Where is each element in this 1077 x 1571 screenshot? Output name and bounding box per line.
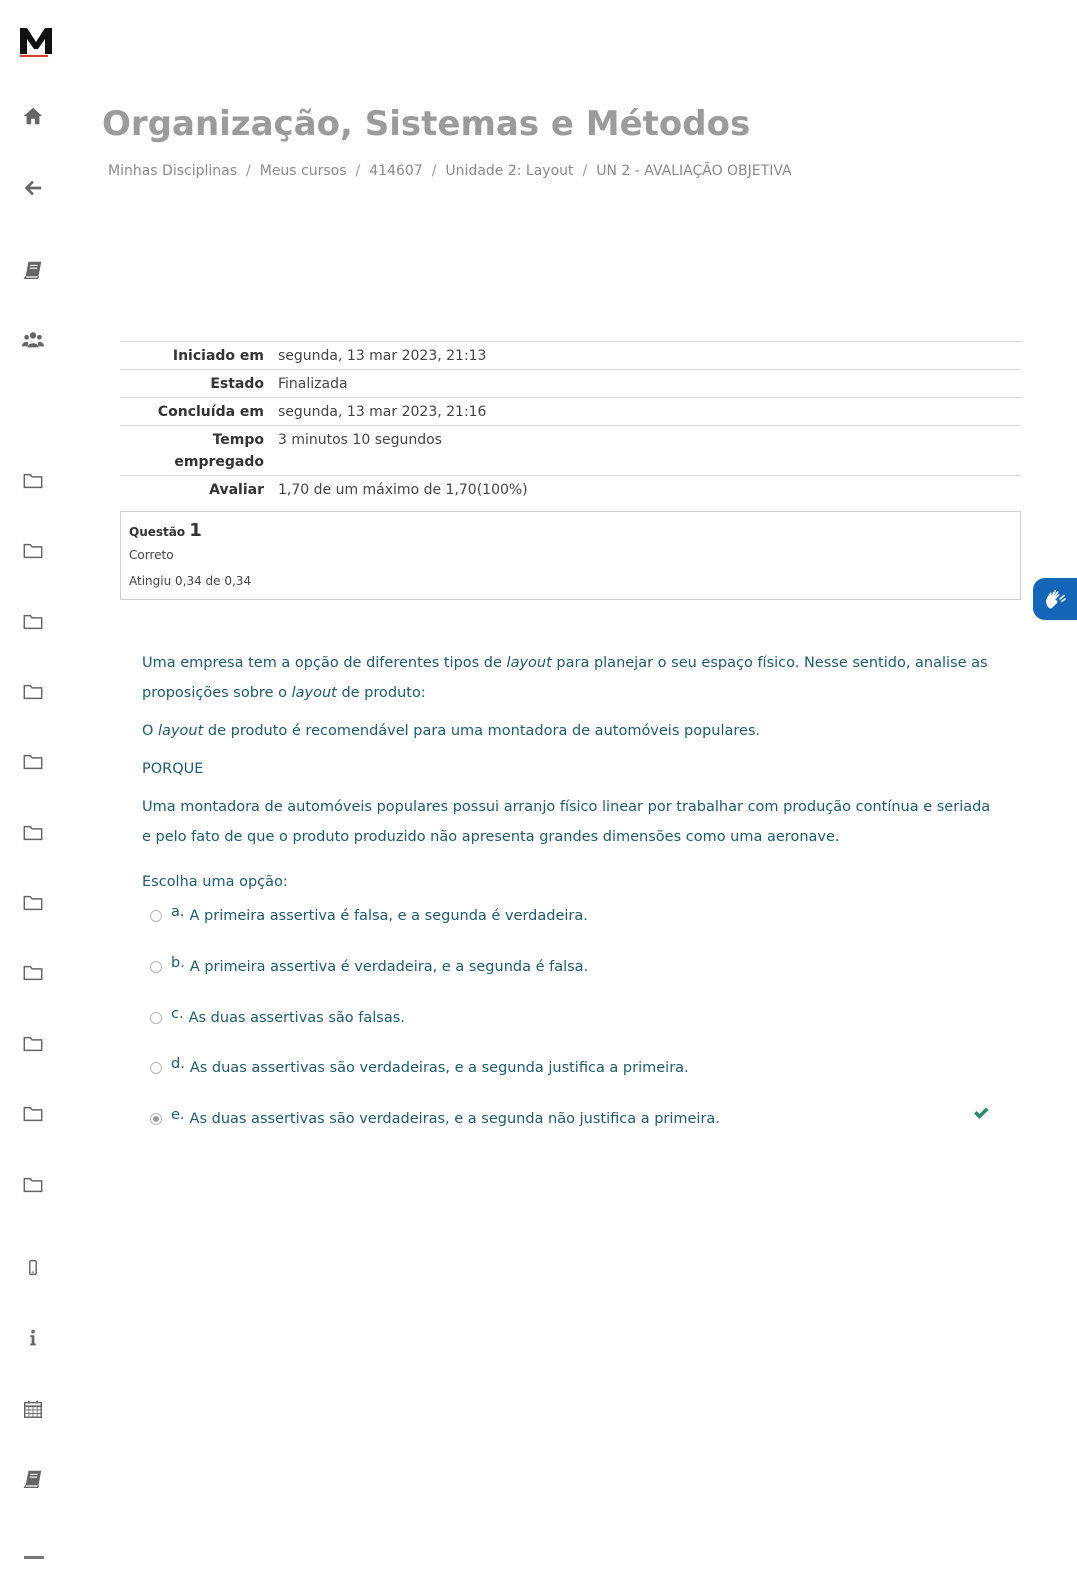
breadcrumb-separator: / — [355, 163, 361, 179]
radio-button[interactable] — [150, 1012, 162, 1024]
option-letter: c. — [171, 1006, 184, 1022]
summary-value: Finalizada — [278, 376, 348, 392]
logo-underline — [20, 55, 48, 57]
summary-row — [120, 426, 1021, 476]
radio-button[interactable] — [150, 910, 162, 922]
option-text: As duas assertivas são falsas. — [188, 1010, 405, 1026]
summary-label: Estado — [210, 376, 264, 392]
radio-button-selected[interactable] — [150, 1113, 162, 1125]
question-grade: Atingiu 0,34 de 0,34 — [129, 574, 252, 588]
folder-icon[interactable] — [22, 611, 46, 633]
summary-label: Avaliar — [209, 482, 264, 498]
page-title: Organização, Sistemas e Métodos — [102, 104, 751, 144]
menu-bar-icon[interactable] — [24, 1556, 44, 1559]
question-paragraph: PORQUE — [142, 761, 204, 777]
text-emphasis: layout — [506, 655, 552, 671]
radio-button[interactable] — [150, 1062, 162, 1074]
summary-label: Tempo empregado — [174, 432, 264, 470]
folder-icon[interactable] — [22, 540, 46, 562]
option-text: A primeira assertiva é verdadeira, e a segunda é falsa. — [189, 959, 589, 975]
breadcrumb-item[interactable]: 414607 — [369, 163, 423, 179]
breadcrumb-item[interactable]: Minhas Disciplinas — [108, 163, 238, 179]
question-paragraph — [142, 648, 1002, 708]
summary-value: 1,70 de um máximo de 1,70(100%) — [278, 482, 528, 498]
breadcrumb-item[interactable]: Meus cursos — [259, 163, 347, 179]
text-run: O — [142, 723, 159, 739]
book-icon[interactable] — [22, 259, 46, 281]
choose-prompt: Escolha uma opção: — [142, 874, 288, 890]
sign-language-hands-icon[interactable] — [1033, 578, 1077, 620]
summary-label: Concluída em — [157, 404, 264, 420]
text-run: Uma empresa tem a opção de diferentes tipos de — [142, 655, 507, 671]
folder-icon[interactable] — [22, 1174, 46, 1196]
folder-icon[interactable] — [22, 1103, 46, 1125]
breadcrumb-separator: / — [246, 163, 251, 179]
breadcrumb-item[interactable]: UN 2 - AVALIAÇÃO OBJETIVA — [596, 163, 792, 179]
answer-option-d[interactable] — [150, 1056, 689, 1080]
folder-icon[interactable] — [22, 1033, 46, 1055]
folder-icon[interactable] — [22, 681, 46, 703]
summary-row — [120, 370, 1021, 398]
breadcrumb-item[interactable]: Unidade 2: Layout — [445, 163, 574, 179]
question-state: Correto — [129, 548, 174, 562]
folder-icon[interactable] — [22, 751, 46, 773]
radio-button[interactable] — [150, 961, 162, 973]
text-emphasis: layout — [158, 723, 204, 739]
site-logo[interactable] — [19, 26, 53, 56]
calendar-icon[interactable] — [22, 1398, 46, 1420]
answer-option-b[interactable] — [150, 955, 588, 979]
option-text: A primeira assertiva é falsa, e a segunda é verdadeira. — [189, 908, 588, 924]
users-icon[interactable] — [22, 329, 46, 351]
question-info-box — [120, 511, 1021, 600]
attempt-summary-table — [120, 341, 1021, 503]
text-run: de produto é recomendável para uma montadora de automóveis populares. — [203, 723, 761, 739]
mobile-icon[interactable] — [22, 1257, 46, 1279]
home-icon[interactable] — [22, 105, 46, 127]
breadcrumb-separator: / — [582, 163, 588, 179]
folder-icon[interactable] — [22, 822, 46, 844]
question-number-value: 1 — [189, 520, 202, 541]
book-icon[interactable] — [22, 1468, 46, 1490]
text-run: para planejar o seu espaço físico. Nesse sentido, analise as proposições sobre o — [142, 655, 988, 701]
info-icon[interactable] — [22, 1327, 46, 1349]
folder-icon[interactable] — [22, 470, 46, 492]
folder-icon[interactable] — [22, 892, 46, 914]
summary-row — [120, 342, 1021, 370]
question-text — [142, 648, 1002, 860]
text-run: de produto: — [336, 685, 426, 701]
breadcrumb-separator: / — [431, 163, 437, 179]
folder-icon[interactable] — [22, 962, 46, 984]
text-emphasis: layout — [291, 685, 337, 701]
question-number — [129, 520, 202, 541]
option-letter: b. — [171, 955, 185, 971]
summary-row — [120, 476, 1021, 504]
summary-value: segunda, 13 mar 2023, 21:16 — [278, 404, 487, 420]
back-arrow-icon[interactable] — [22, 177, 46, 199]
question-label: Questão — [129, 525, 186, 539]
question-paragraph — [142, 716, 1002, 746]
summary-value: 3 minutos 10 segundos — [278, 432, 442, 448]
answer-option-a[interactable] — [150, 904, 588, 928]
breadcrumb — [108, 163, 792, 179]
check-icon — [972, 1104, 990, 1122]
option-letter: a. — [171, 904, 185, 920]
answer-option-e[interactable] — [150, 1107, 720, 1131]
answer-option-c[interactable] — [150, 1006, 405, 1030]
option-letter: d. — [171, 1056, 185, 1072]
option-letter: e. — [171, 1107, 185, 1123]
summary-row — [120, 398, 1021, 426]
option-text: As duas assertivas são verdadeiras, e a segunda não justifica a primeira. — [189, 1111, 720, 1127]
summary-label: Iniciado em — [172, 348, 264, 364]
summary-value: segunda, 13 mar 2023, 21:13 — [278, 348, 487, 364]
question-paragraph: Uma montadora de automóveis populares possui arranjo físico linear por trabalhar com produção contínua e seriada e pelo fato de que o produto produzido não apresenta grandes dimensões como uma aeronave. — [142, 799, 991, 845]
option-text: As duas assertivas são verdadeiras, e a segunda justifica a primeira. — [189, 1060, 689, 1076]
sidebar — [0, 0, 70, 1571]
